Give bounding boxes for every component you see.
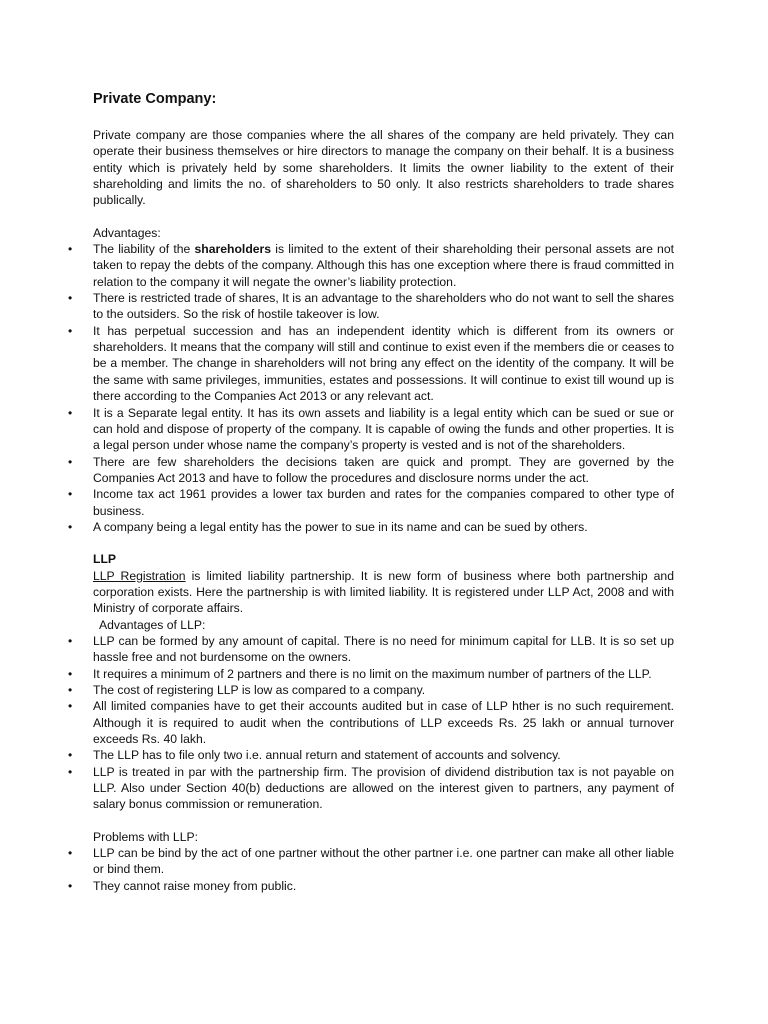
list-item: • Income tax act 1961 provides a lower tax burden and rates for the companies compared to other type of business. [68, 487, 674, 518]
bullet-icon: • [68, 291, 73, 306]
list-item: • There is restricted trade of shares, It is an advantage to the shareholders who do not want to sell the shares to the outsiders. So the risk of hostile takeover is low. [68, 291, 674, 322]
bullet-icon: • [68, 683, 73, 697]
bullet-icon: • [68, 748, 73, 763]
llp-advantages-list [68, 633, 674, 813]
list-item: • LLP can be bind by the act of one partner without the other partner i.e. one partner can make all other liable or bind them. [68, 846, 674, 877]
list-item: • A company being a legal entity has the power to sue in its name and can be sued by others. [68, 519, 588, 534]
bullet-icon: • [68, 666, 73, 681]
bullet-icon: • [68, 487, 73, 502]
bullet-icon: • [68, 405, 73, 420]
llp-problems-list [68, 845, 674, 894]
llp-problems-label: Problems with LLP: [93, 829, 198, 844]
list-item: • The cost of registering LLP is low as compared to a company. [68, 683, 426, 697]
bullet-icon: • [68, 699, 73, 714]
list-item: • It is a Separate legal entity. It has its own assets and liability is a legal entity which can be sued or sue or can hold and dispose of property of the company. It is capable of owing the funds and other properties. It is a legal person under whose name the company’s property is vested and is not of the shareholders. [68, 405, 674, 453]
list-item: • LLP can be formed by any amount of capital. There is no need for minimum capital for LLB. It is so set up hassle free and not burdensome on the owners. [68, 633, 674, 665]
list-item: • It requires a minimum of 2 partners and there is no limit on the maximum number of partners of the LLP. [68, 666, 652, 681]
bullet-icon: • [68, 878, 73, 893]
list-item: • They cannot raise money from public. [68, 878, 297, 893]
list-item: • It has perpetual succession and has an independent identity which is different from its owners or shareholders. It means that the company will still and continue to exist even if the members die or ceases to be a member. The change in shareholders will not bring any effect on the identity of the company. It will be the same with same privileges, immunities, estates and possessions. It will continue to exist till wound up is there according to the Companies Act 2013 or any relevant act. [68, 323, 674, 404]
llp-registration-link[interactable]: LLP Registration [93, 568, 186, 583]
page-title: Private Company: [93, 91, 217, 107]
bullet-icon: • [68, 519, 73, 534]
list-item: • There are few shareholders the decisions taken are quick and prompt. They are governed by the Companies Act 2013 and have to follow the procedures and disclosure norms under the act. [68, 454, 674, 485]
bullet-icon: • [68, 764, 73, 779]
llp-intro-paragraph: LLP Registration is limited liability partnership. It is new form of business where both partnership and corporation exists. Here the partnership is with limited liability. It is registered under LLP Act, 2008 and with Ministry of corporate affairs. [93, 568, 674, 616]
bullet-icon: • [68, 242, 73, 257]
bullet-icon: • [68, 323, 73, 338]
list-item: • The liability of the shareholders is limited to the extent of their shareholding their personal assets are not taken to repay the debts of the company. Although this has one exception where there is fraud committed in relation to the company it will negate the owner’s liability protection. [68, 242, 674, 289]
bullet-icon: • [68, 633, 73, 648]
list-item: • The LLP has to file only two i.e. annual return and statement of accounts and solvency. [68, 748, 561, 763]
advantages-label: Advantages: [93, 225, 161, 240]
intro-paragraph: Private company are those companies where the all shares of the company are held privately. They can operate their business themselves or hire directors to manage the company on their behalf. It is a business entity which is privately held by some shareholders. It limits the owner liability to the extent of their shareholding and limits the no. of shareholders to 50 only. It also restricts shareholders to trade shares publically. [93, 128, 674, 208]
list-item: • LLP is treated in par with the partnership firm. The provision of dividend distribution tax is not payable on LLP. Also under Section 40(b) deductions are allowed on the interest given to partners, any payment of salary bonus commission or remuneration. [68, 764, 674, 812]
bold-term: shareholders [194, 242, 272, 257]
bullet-icon: • [68, 454, 73, 469]
llp-heading: LLP [93, 552, 117, 567]
list-item: • All limited companies have to get their accounts audited but in case of LLP hther is no such requirement. Although it is required to audit when the contributions of LLP exceeds Rs. 25 lakh or annual turnover exceeds Rs. 40 lakh. [68, 699, 674, 747]
bullet-icon: • [68, 846, 73, 861]
advantages-list [68, 241, 674, 535]
llp-advantages-label: Advantages of LLP: [99, 617, 206, 632]
